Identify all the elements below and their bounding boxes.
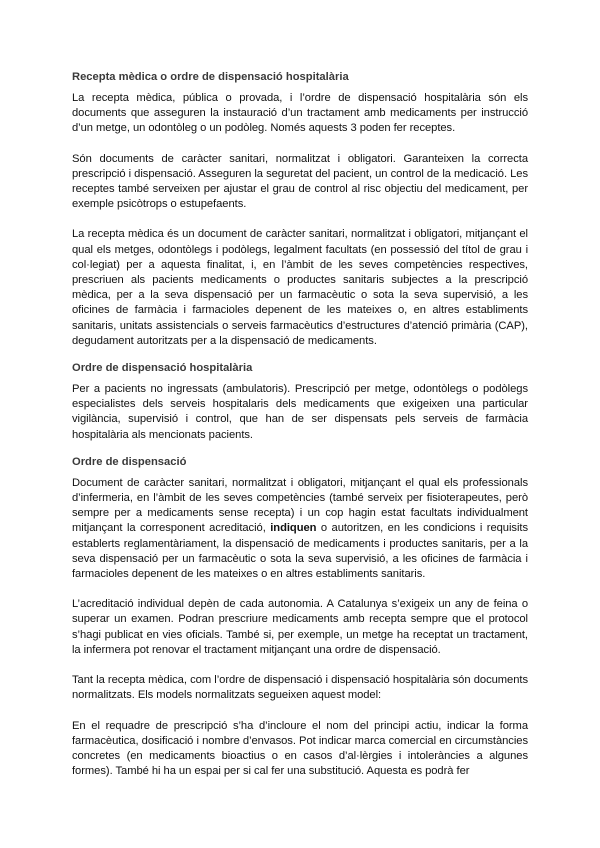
paragraph: Són documents de caràcter sanitari, normalitzat i obligatori. Garanteixen la correcta prescripció i dispensació. Asseguren la seguretat del pacient, un control de la medicació. Les receptes també serveixen per ajustar el grau de control al risc objectiu del medicament, per exemple psicòtrops o estupefaents. xyxy=(72,152,528,211)
paragraph: La recepta mèdica és un document de caràcter sanitari, normalitzat i obligatori, mitjançant el qual els metges, odontòlegs i podòlegs, legalment facultats (en possessió del títol de grau i col·legiat) per a aquesta finalitat, i, en l’àmbit de les seves competències respectives, prescriuen als pacients medicaments o productes sanitaris subjectes a la prescripció mèdica, per a la seva dispensació per un farmacèutic o sota la seva supervisió, a les oficines de farmàcia i farmacioles depenent de les mateixes o, en altres establiments sanitaris, unitats assistencials o serveis farmacèutics d’estructures d’atenció primària (CAP), degudament autoritzats per a la dispensació de medicaments. xyxy=(72,228,528,347)
document-page xyxy=(72,70,528,794)
bold-term: indiquen xyxy=(270,522,317,535)
section-heading-recepta: Recepta mèdica o ordre de dispensació hospitalària xyxy=(72,71,349,83)
paragraph: La recepta mèdica, pública o provada, i l’ordre de dispensació hospitalària són els documents que asseguren la instauració d’un tractament amb medicaments per instrucció d’un metge, un odontòleg o un podòleg. Només aquests 3 poden fer receptes. xyxy=(72,92,528,135)
paragraph-text: o autoritzen, en les condicions i requisits establerts reglamentàriament, la dispensació de medicaments i productes sanitaris, per a la seva dispensació per un farmacèutic o sota la seva supervisió, a les oficines de farmàcia i farmacioles depenent de les mateixes o en altres establiments sanitaris. xyxy=(72,522,528,581)
section-heading-ordre-hospitalaria: Ordre de dispensació hospitalària xyxy=(72,362,253,375)
paragraph: Tant la recepta mèdica, com l’ordre de dispensació i dispensació hospitalària són documents normalitzats. Els models normalitzats segueixen aquest model: xyxy=(72,674,528,702)
section-heading-ordre-dispensacio: Ordre de dispensació xyxy=(72,455,187,468)
paragraph xyxy=(72,476,528,582)
paragraph: L’acreditació individual depèn de cada autonomia. A Catalunya s’exigeix un any de feina o superar un examen. Podran prescriure medicaments amb recepta sempre que el protocol s’hagi publicat en vies oficials. També si, per exemple, un metge ha receptat un tractament, la infermera pot renovar el tractament mitjançant una ordre de dispensació. xyxy=(72,598,528,656)
paragraph-text: Document de caràcter sanitari, normalitzat i obligatori, mitjançant el qual els professionals d’infermeria, en l’àmbit de les seves competències (també serveix per fisioterapeutes, però sempre per a medicaments sense recepta) i un cop hagin estat facultats individualment mitjançant la corresponent acreditació, xyxy=(72,476,528,535)
paragraph: En el requadre de prescripció s’ha d’incloure el nom del principi actiu, indicar la forma farmacèutica, dosificació i nombre d’envasos. Pot indicar marca comercial en circumstàncies concretes (en medicaments bioactius o en casos d’al·lèrgies i intoleràncies a algunes formes). També hi ha un espai per si cal fer una substitució. Aquesta es podrà fer xyxy=(72,719,528,778)
paragraph: Per a pacients no ingressats (ambulatoris). Prescripció per metge, odontòlegs o podòlegs especialistes dels serveis hospitalaris dels medicaments que exigeixen una particular vigilància, supervisió i control, que han de ser dispensats pels serveis de farmàcia hospitalària als mencionats pacients. xyxy=(72,383,528,441)
